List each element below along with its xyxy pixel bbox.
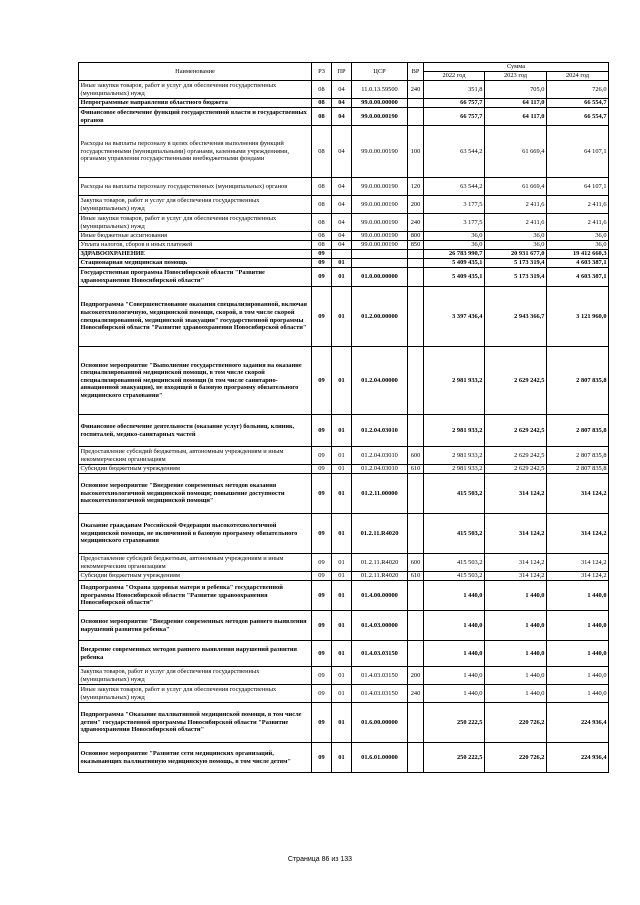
cell-csr: 11.0.13.59500	[352, 81, 408, 99]
cell-y2: 1 440,0	[485, 611, 547, 641]
table-header	[79, 63, 609, 81]
cell-y1: 1 440,0	[424, 611, 485, 641]
cell-name: Предоставление субсидий бюджетным, автономным учреждениям и иным некоммерческим организациям	[79, 554, 312, 572]
cell-rz: 08	[312, 81, 332, 99]
cell-y1: 351,8	[424, 81, 485, 99]
cell-vr	[408, 259, 424, 268]
cell-vr: 200	[408, 196, 424, 214]
cell-vr	[408, 250, 424, 259]
cell-csr: 01.2.00.00000	[352, 287, 408, 347]
cell-y1: 1 440,0	[424, 667, 485, 685]
cell-pr: 04	[332, 126, 352, 178]
cell-y3: 726,0	[547, 81, 609, 99]
cell-vr: 100	[408, 126, 424, 178]
cell-y2: 36,0	[485, 232, 547, 241]
table-row	[79, 743, 609, 773]
cell-vr	[408, 108, 424, 126]
cell-name: Внедрение современных методов раннего выявления нарушений развития ребенка	[79, 641, 312, 667]
table-row	[79, 685, 609, 703]
cell-vr	[408, 415, 424, 447]
cell-csr: 01.0.00.00000	[352, 268, 408, 287]
cell-vr	[408, 347, 424, 415]
table-row	[79, 514, 609, 554]
table-row	[79, 241, 609, 250]
cell-csr: 01.2.11.R4020	[352, 554, 408, 572]
cell-rz: 08	[312, 241, 332, 250]
cell-name: Иные закупки товаров, работ и услуг для обеспечения государственных (муниципальных) нужд	[79, 685, 312, 703]
cell-y3: 1 440,0	[547, 611, 609, 641]
cell-csr: 01.6.00.00000	[352, 703, 408, 743]
table-row	[79, 572, 609, 581]
cell-vr	[408, 743, 424, 773]
cell-y2: 61 669,4	[485, 178, 547, 196]
cell-y3: 1 440,0	[547, 667, 609, 685]
cell-vr: 120	[408, 178, 424, 196]
cell-csr: 99.0.00.00190	[352, 214, 408, 232]
cell-y3: 4 603 387,1	[547, 268, 609, 287]
cell-y2: 1 440,0	[485, 685, 547, 703]
cell-rz: 08	[312, 126, 332, 178]
cell-y1: 66 757,7	[424, 99, 485, 108]
cell-name: Иные бюджетные ассигнования	[79, 232, 312, 241]
cell-y2: 2 411,6	[485, 214, 547, 232]
cell-rz: 09	[312, 287, 332, 347]
cell-rz: 09	[312, 581, 332, 611]
cell-y1: 5 409 435,1	[424, 268, 485, 287]
cell-vr	[408, 641, 424, 667]
cell-name: Основное мероприятие "Внедрение современных методов раннего выявления нарушений развития ребенка"	[79, 611, 312, 641]
table-row	[79, 703, 609, 743]
cell-csr: 99.0.00.00190	[352, 178, 408, 196]
col-2024-header: 2024 год	[547, 72, 609, 81]
cell-y2: 2 411,6	[485, 196, 547, 214]
cell-name: Основное мероприятие "Выполнение государственного задания на оказание специализированной медицинской помощи, в том числе скорой специализированной медицинской помощи (в том числе санитарно-авиационной эвакуации), не входящей в базовую программу обязательного медицинского страхования"	[79, 347, 312, 415]
table-row	[79, 178, 609, 196]
cell-name: Субсидии бюджетным учреждениям	[79, 572, 312, 581]
cell-rz: 09	[312, 685, 332, 703]
cell-name: Субсидии бюджетным учреждениям	[79, 465, 312, 474]
col-name-header: Наименование	[79, 63, 312, 81]
cell-vr: 240	[408, 685, 424, 703]
cell-rz: 09	[312, 641, 332, 667]
cell-y2: 1 440,0	[485, 581, 547, 611]
cell-csr: 01.2.04.03010	[352, 447, 408, 465]
cell-rz: 09	[312, 554, 332, 572]
cell-csr: 01.4.03.00000	[352, 611, 408, 641]
cell-rz: 08	[312, 108, 332, 126]
cell-y2: 5 173 319,4	[485, 268, 547, 287]
cell-csr: 01.2.11.R4020	[352, 514, 408, 554]
cell-csr: 01.2.11.00000	[352, 474, 408, 514]
cell-y3: 314 124,2	[547, 514, 609, 554]
cell-rz: 09	[312, 667, 332, 685]
cell-rz: 08	[312, 178, 332, 196]
cell-y3: 36,0	[547, 241, 609, 250]
cell-vr: 600	[408, 554, 424, 572]
cell-rz: 08	[312, 99, 332, 108]
cell-pr: 01	[332, 347, 352, 415]
cell-y1: 63 544,2	[424, 126, 485, 178]
cell-y3: 1 440,0	[547, 641, 609, 667]
cell-y3: 1 440,0	[547, 581, 609, 611]
table-row	[79, 641, 609, 667]
cell-vr	[408, 99, 424, 108]
cell-vr	[408, 581, 424, 611]
cell-y1: 26 783 990,7	[424, 250, 485, 259]
table-row	[79, 108, 609, 126]
cell-y2: 705,0	[485, 81, 547, 99]
cell-y2: 2 629 242,5	[485, 415, 547, 447]
cell-vr	[408, 703, 424, 743]
cell-rz: 09	[312, 465, 332, 474]
cell-rz: 09	[312, 415, 332, 447]
cell-csr: 99.0.00.00000	[352, 99, 408, 108]
cell-name: Закупка товаров, работ и услуг для обеспечения государственных (муниципальных) нужд	[79, 667, 312, 685]
cell-vr	[408, 611, 424, 641]
col-csr-header: ЦСР	[352, 63, 408, 81]
cell-name: Оказание гражданам Российской Федерации высокотехнологичной медицинской помощи, не включенной в базовую программу обязательного медицинского страхования	[79, 514, 312, 554]
cell-y1: 3 177,5	[424, 214, 485, 232]
cell-y3: 2 411,6	[547, 196, 609, 214]
cell-csr: 01.2.04.03010	[352, 465, 408, 474]
cell-rz: 09	[312, 259, 332, 268]
cell-y3: 4 603 387,1	[547, 259, 609, 268]
cell-y1: 1 440,0	[424, 581, 485, 611]
cell-pr: 04	[332, 99, 352, 108]
table-row	[79, 474, 609, 514]
cell-y1: 2 981 933,2	[424, 415, 485, 447]
cell-csr: 99.0.00.00190	[352, 196, 408, 214]
cell-y3: 66 554,7	[547, 108, 609, 126]
cell-rz: 08	[312, 232, 332, 241]
cell-vr	[408, 287, 424, 347]
cell-y3: 224 936,4	[547, 743, 609, 773]
col-pr-header: ПР	[332, 63, 352, 81]
cell-y1: 250 222,5	[424, 703, 485, 743]
cell-y3: 36,0	[547, 232, 609, 241]
cell-pr: 04	[332, 196, 352, 214]
cell-name: Предоставление субсидий бюджетным, автономным учреждениям и иным некоммерческим организациям	[79, 447, 312, 465]
cell-rz: 09	[312, 474, 332, 514]
cell-y2: 20 931 677,0	[485, 250, 547, 259]
cell-pr: 01	[332, 259, 352, 268]
cell-pr: 01	[332, 581, 352, 611]
cell-y1: 36,0	[424, 232, 485, 241]
cell-csr	[352, 250, 408, 259]
cell-rz: 09	[312, 611, 332, 641]
cell-name: Финансовое обеспечение функций государственной власти и государственных органов	[79, 108, 312, 126]
cell-y1: 2 981 933,2	[424, 347, 485, 415]
cell-name: Иные закупки товаров, работ и услуг для обеспечения государственных (муниципальных) нужд	[79, 214, 312, 232]
cell-csr: 01.2.11.R4020	[352, 572, 408, 581]
cell-y1: 3 397 436,4	[424, 287, 485, 347]
cell-csr	[352, 259, 408, 268]
cell-name: Расходы на выплаты персоналу государственных (муниципальных) органов	[79, 178, 312, 196]
col-vr-header: ВР	[408, 63, 424, 81]
cell-y2: 64 117,0	[485, 99, 547, 108]
cell-pr: 01	[332, 611, 352, 641]
cell-pr: 01	[332, 514, 352, 554]
cell-csr: 01.2.04.03010	[352, 415, 408, 447]
cell-y1: 3 177,5	[424, 196, 485, 214]
cell-rz: 08	[312, 196, 332, 214]
cell-rz: 09	[312, 514, 332, 554]
table-row	[79, 81, 609, 99]
cell-y3: 2 411,6	[547, 214, 609, 232]
cell-y2: 1 440,0	[485, 641, 547, 667]
cell-vr	[408, 474, 424, 514]
cell-pr: 01	[332, 572, 352, 581]
cell-name: Уплата налогов, сборов и иных платежей	[79, 241, 312, 250]
cell-y2: 220 726,2	[485, 703, 547, 743]
cell-y3: 2 807 835,8	[547, 347, 609, 415]
cell-rz: 09	[312, 268, 332, 287]
cell-y3: 3 121 960,0	[547, 287, 609, 347]
cell-name: Финансовое обеспечение деятельности (оказание услуг) больниц, клиник, госпиталей, медико-санитарных частей	[79, 415, 312, 447]
cell-name: ЗДРАВООХРАНЕНИЕ	[79, 250, 312, 259]
cell-y1: 5 409 435,1	[424, 259, 485, 268]
cell-y1: 1 440,0	[424, 641, 485, 667]
cell-vr: 240	[408, 81, 424, 99]
cell-pr: 01	[332, 474, 352, 514]
cell-pr: 01	[332, 415, 352, 447]
table-row	[79, 259, 609, 268]
cell-rz: 09	[312, 703, 332, 743]
cell-y3: 224 936,4	[547, 703, 609, 743]
cell-pr: 04	[332, 178, 352, 196]
cell-csr: 99.0.00.00190	[352, 108, 408, 126]
table-row	[79, 415, 609, 447]
col-2023-header: 2023 год	[485, 72, 547, 81]
cell-csr: 99.0.00.00190	[352, 126, 408, 178]
cell-vr: 200	[408, 667, 424, 685]
col-rz-header: РЗ	[312, 63, 332, 81]
cell-rz: 09	[312, 743, 332, 773]
cell-rz: 09	[312, 250, 332, 259]
cell-y2: 36,0	[485, 241, 547, 250]
cell-name: Непрограммные направления областного бюджета	[79, 99, 312, 108]
cell-pr: 01	[332, 703, 352, 743]
cell-vr	[408, 268, 424, 287]
cell-pr: 04	[332, 108, 352, 126]
table-row	[79, 554, 609, 572]
cell-y1: 250 222,5	[424, 743, 485, 773]
cell-y1: 415 503,2	[424, 514, 485, 554]
cell-csr: 01.6.01.00000	[352, 743, 408, 773]
cell-vr: 240	[408, 214, 424, 232]
cell-y3: 64 107,1	[547, 126, 609, 178]
col-sum-header: Сумма	[424, 63, 609, 72]
cell-y2: 2 629 242,5	[485, 347, 547, 415]
cell-pr	[332, 250, 352, 259]
cell-pr: 01	[332, 685, 352, 703]
cell-pr: 01	[332, 465, 352, 474]
cell-name: Закупка товаров, работ и услуг для обеспечения государственных (муниципальных) нужд	[79, 196, 312, 214]
table-row	[79, 287, 609, 347]
cell-y3: 314 124,2	[547, 554, 609, 572]
cell-y3: 2 807 835,8	[547, 447, 609, 465]
cell-pr: 01	[332, 667, 352, 685]
cell-y3: 66 554,7	[547, 99, 609, 108]
cell-y3: 314 124,2	[547, 474, 609, 514]
cell-csr: 01.4.03.03150	[352, 685, 408, 703]
cell-y1: 415 503,2	[424, 474, 485, 514]
cell-csr: 01.4.03.03150	[352, 641, 408, 667]
cell-y3: 2 807 835,8	[547, 415, 609, 447]
table-row	[79, 581, 609, 611]
cell-pr: 01	[332, 554, 352, 572]
cell-csr: 01.2.04.00000	[352, 347, 408, 415]
table-body	[79, 81, 609, 773]
cell-y2: 61 669,4	[485, 126, 547, 178]
table-row	[79, 347, 609, 415]
cell-y1: 66 757,7	[424, 108, 485, 126]
cell-y1: 1 440,0	[424, 685, 485, 703]
cell-name: Расходы на выплаты персоналу в целях обеспечения выполнения функций государственными (муниципальными) органами, казенными учреждениями, органами управления государственными внебюджетными фондами	[79, 126, 312, 178]
budget-table-container	[78, 62, 608, 773]
table-row	[79, 447, 609, 465]
table-row	[79, 196, 609, 214]
cell-y2: 2 629 242,5	[485, 465, 547, 474]
cell-csr: 01.4.00.00000	[352, 581, 408, 611]
table-row	[79, 232, 609, 241]
cell-pr: 01	[332, 447, 352, 465]
cell-pr: 04	[332, 241, 352, 250]
cell-y1: 415 503,2	[424, 554, 485, 572]
cell-name: Подпрограмма "Охрана здоровья матери и ребенка" государственной программы Новосибирской области "Развитие здравоохранения Новосибирской области"	[79, 581, 312, 611]
cell-y3: 19 412 660,3	[547, 250, 609, 259]
table-row	[79, 126, 609, 178]
cell-pr: 04	[332, 81, 352, 99]
cell-y3: 64 107,1	[547, 178, 609, 196]
cell-pr: 04	[332, 232, 352, 241]
cell-y2: 2 943 366,7	[485, 287, 547, 347]
cell-csr: 01.4.03.03150	[352, 667, 408, 685]
table-row	[79, 250, 609, 259]
cell-name: Государственная программа Новосибирской области "Развитие здравоохранения Новосибирской области"	[79, 268, 312, 287]
cell-pr: 01	[332, 641, 352, 667]
cell-y3: 314 124,2	[547, 572, 609, 581]
cell-y1: 415 503,2	[424, 572, 485, 581]
cell-y2: 314 124,2	[485, 514, 547, 554]
cell-y1: 2 981 933,2	[424, 465, 485, 474]
cell-y1: 2 981 933,2	[424, 447, 485, 465]
cell-vr: 800	[408, 232, 424, 241]
cell-y2: 220 726,2	[485, 743, 547, 773]
cell-y2: 314 124,2	[485, 572, 547, 581]
cell-rz: 09	[312, 447, 332, 465]
cell-csr: 99.0.00.00190	[352, 232, 408, 241]
cell-y2: 5 173 319,4	[485, 259, 547, 268]
cell-y2: 314 124,2	[485, 554, 547, 572]
cell-pr: 04	[332, 214, 352, 232]
cell-y2: 64 117,0	[485, 108, 547, 126]
cell-vr: 610	[408, 572, 424, 581]
cell-vr: 600	[408, 447, 424, 465]
cell-pr: 01	[332, 287, 352, 347]
cell-vr: 610	[408, 465, 424, 474]
cell-name: Подпрограмма "Совершенствование оказания специализированной, включая высокотехнологичную, медицинской помощи, скорой, в том числе скорой специализированной, медицинской эвакуации" государственной программы Новосибирской области "Развитие здравоохранения Новосибирской области"	[79, 287, 312, 347]
table-row	[79, 611, 609, 641]
cell-name: Подпрограмма "Оказание паллиативной медицинской помощи, в том числе детям" государственной программы Новосибирской области "Развитие здравоохранения Новосибирской области"	[79, 703, 312, 743]
page-number: Страница 86 из 133	[287, 856, 353, 863]
table-row	[79, 268, 609, 287]
cell-rz: 09	[312, 347, 332, 415]
cell-y2: 2 629 242,5	[485, 447, 547, 465]
cell-y1: 63 544,2	[424, 178, 485, 196]
cell-rz: 09	[312, 572, 332, 581]
cell-vr	[408, 514, 424, 554]
cell-y2: 314 124,2	[485, 474, 547, 514]
cell-pr: 01	[332, 743, 352, 773]
cell-rz: 08	[312, 214, 332, 232]
cell-name: Основное мероприятие "Внедрение современных методов оказания высокотехнологичной медицинской помощи; повышение доступности высокотехнологичной медицинской помощи"	[79, 474, 312, 514]
cell-y1: 36,0	[424, 241, 485, 250]
cell-y3: 2 807 835,8	[547, 465, 609, 474]
cell-name: Основное мероприятие "Развитие сети медицинских организаций, оказывающих паллиативную медицинскую помощь, в том числе детям"	[79, 743, 312, 773]
cell-name: Стационарная медицинская помощь	[79, 259, 312, 268]
col-2022-header: 2022 год	[424, 72, 485, 81]
table-row	[79, 214, 609, 232]
cell-name: Иные закупки товаров, работ и услуг для обеспечения государственных (муниципальных) нужд	[79, 81, 312, 99]
cell-vr: 850	[408, 241, 424, 250]
cell-pr: 01	[332, 268, 352, 287]
cell-y3: 1 440,0	[547, 685, 609, 703]
budget-table	[78, 62, 609, 773]
cell-csr: 99.0.00.00190	[352, 241, 408, 250]
table-row	[79, 465, 609, 474]
cell-y2: 1 440,0	[485, 667, 547, 685]
table-row	[79, 667, 609, 685]
table-row	[79, 99, 609, 108]
